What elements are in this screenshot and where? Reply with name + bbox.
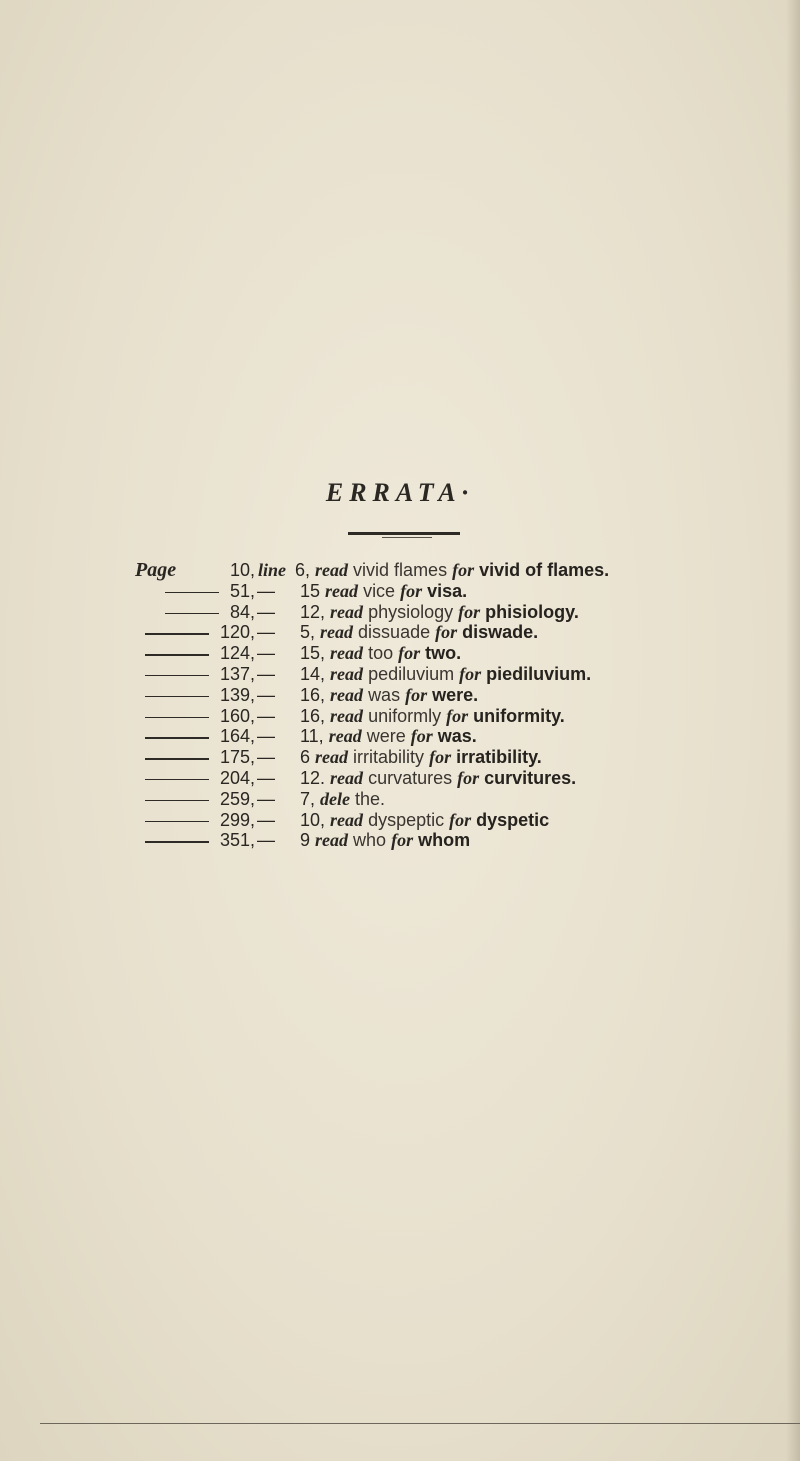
line-number: 5, (300, 622, 316, 643)
errata-entry (135, 643, 795, 664)
ditto-dash (145, 675, 209, 677)
ditto-dash (145, 800, 209, 802)
correction (295, 560, 609, 581)
for-word: for (429, 747, 452, 768)
page-number: 10, (229, 560, 255, 580)
title-rule-thin (382, 537, 432, 538)
errata-entry (135, 810, 795, 831)
correction (300, 622, 538, 643)
correction (300, 830, 470, 851)
line-dash: — (257, 809, 275, 830)
read-word: read (325, 580, 359, 601)
line-number: 15 (300, 580, 321, 601)
misprint: two. (425, 643, 462, 664)
ditto-dash (145, 696, 209, 698)
line-dash: — (257, 705, 275, 726)
correct-reading: uniformly (368, 705, 442, 726)
line-number: 16, (300, 684, 326, 705)
line-number: 7, (300, 788, 316, 809)
misprint: phisiology. (485, 601, 579, 622)
misprint: irratibility. (456, 747, 542, 768)
misprint: whom (418, 830, 471, 851)
errata-entry (135, 602, 795, 623)
correct-reading: dissuade (358, 622, 431, 643)
correct-reading: dyspeptic (368, 809, 445, 830)
correction (300, 706, 565, 727)
line-dash: — (257, 767, 275, 788)
ditto-dash (145, 633, 209, 635)
page-number: 299, (219, 809, 255, 830)
read-word: read (315, 830, 349, 851)
correct-reading: irritability (353, 747, 425, 768)
errata-entry (135, 789, 795, 810)
read-word: read (330, 705, 364, 726)
errata-entry (135, 706, 795, 727)
correct-reading: pediluvium (368, 663, 455, 684)
misprint: uniformity. (473, 705, 565, 726)
errata-entry (135, 726, 795, 747)
page-number: 164, (219, 726, 255, 747)
line-number: 12, (300, 601, 326, 622)
line-number: 6, (295, 560, 311, 580)
page-number: 124, (219, 643, 255, 664)
errata-entry (135, 560, 795, 581)
correction (300, 664, 591, 685)
correction (300, 789, 385, 810)
read-word: read (330, 684, 364, 705)
ditto-dash (145, 779, 209, 781)
line-number: 9 (300, 830, 311, 851)
correction (300, 810, 549, 831)
misprint: visa. (427, 580, 468, 601)
misprint: was. (437, 726, 477, 747)
errata-entry (135, 830, 795, 851)
line-dash: — (257, 601, 275, 622)
errata-entry (135, 581, 795, 602)
page-number: 160, (219, 705, 255, 726)
ditto-dash (145, 841, 209, 843)
errata-entry (135, 664, 795, 685)
correction (300, 581, 467, 602)
read-word: read (330, 601, 364, 622)
ditto-dash (145, 717, 209, 719)
line-dash: — (257, 830, 275, 851)
errata-entry (135, 685, 795, 706)
correct-reading: were (366, 726, 406, 747)
page-number: 259, (219, 788, 255, 809)
for-word: for (435, 622, 458, 643)
errata-entry (135, 622, 795, 643)
for-word: for (452, 560, 475, 580)
line-number: 10, (300, 809, 326, 830)
line-dash: — (257, 663, 275, 684)
correction (300, 643, 461, 664)
for-word: for (410, 726, 433, 747)
correction (300, 726, 477, 747)
line-dash: — (257, 726, 275, 747)
page-number: 175, (219, 747, 255, 768)
correct-reading: was (368, 684, 401, 705)
ditto-dash (145, 737, 209, 739)
read-word: read (315, 560, 349, 580)
page-number: 51, (229, 580, 255, 601)
line-number: 11, (300, 726, 324, 747)
line-dash: — (257, 747, 275, 768)
correct-reading: vice (363, 580, 396, 601)
line-number: 12. (300, 767, 326, 788)
for-word: for (398, 643, 421, 664)
line-label: line (258, 560, 287, 580)
page-number: 137, (219, 663, 255, 684)
correction (300, 747, 542, 768)
correction (300, 685, 478, 706)
read-word: dele (320, 788, 351, 809)
ditto-dash (145, 654, 209, 656)
line-dash: — (257, 580, 275, 601)
misprint: piediluvium. (486, 663, 592, 684)
correction (300, 768, 576, 789)
correct-reading: the. (355, 788, 386, 809)
for-word: for (446, 705, 469, 726)
read-word: read (328, 726, 362, 747)
line-dash: — (257, 643, 275, 664)
for-word: for (400, 580, 423, 601)
misprint: diswade. (462, 622, 539, 643)
line-dash: — (257, 684, 275, 705)
page-number: 84, (229, 601, 255, 622)
bottom-rule (40, 1423, 800, 1424)
read-word: read (330, 809, 364, 830)
correct-reading: vivid flames (353, 560, 448, 580)
correct-reading: who (353, 830, 387, 851)
line-number: 14, (300, 663, 326, 684)
ditto-dash (145, 821, 209, 823)
correct-reading: physiology (368, 601, 454, 622)
read-word: read (315, 747, 349, 768)
for-word: for (449, 809, 472, 830)
line-dash: — (257, 622, 275, 643)
misprint: were. (432, 684, 479, 705)
ditto-dash (145, 758, 209, 760)
errata-entry (135, 747, 795, 768)
title-rule (348, 532, 460, 535)
errata-list (135, 560, 795, 851)
line-number: 16, (300, 705, 326, 726)
errata-entry (135, 768, 795, 789)
line-dash: — (257, 788, 275, 809)
correct-reading: too (368, 643, 394, 664)
misprint: curvitures. (484, 767, 577, 788)
errata-title: ERRATA· (325, 478, 475, 507)
line-number: 15, (300, 643, 326, 664)
page-label: Page (135, 559, 177, 581)
misprint: dyspetic (476, 809, 550, 830)
read-word: read (330, 767, 364, 788)
read-word: read (330, 643, 364, 664)
correct-reading: curvatures (368, 767, 453, 788)
for-word: for (391, 830, 414, 851)
read-word: read (320, 622, 354, 643)
page-number: 120, (219, 622, 255, 643)
for-word: for (405, 684, 428, 705)
for-word: for (458, 601, 481, 622)
page-number: 139, (219, 684, 255, 705)
correction (300, 602, 579, 623)
line-number: 6 (300, 747, 311, 768)
read-word: read (330, 663, 364, 684)
page-number: 204, (219, 767, 255, 788)
for-word: for (457, 767, 480, 788)
page-number: 351, (219, 830, 255, 851)
misprint: vivid of flames. (479, 560, 610, 580)
for-word: for (459, 663, 482, 684)
